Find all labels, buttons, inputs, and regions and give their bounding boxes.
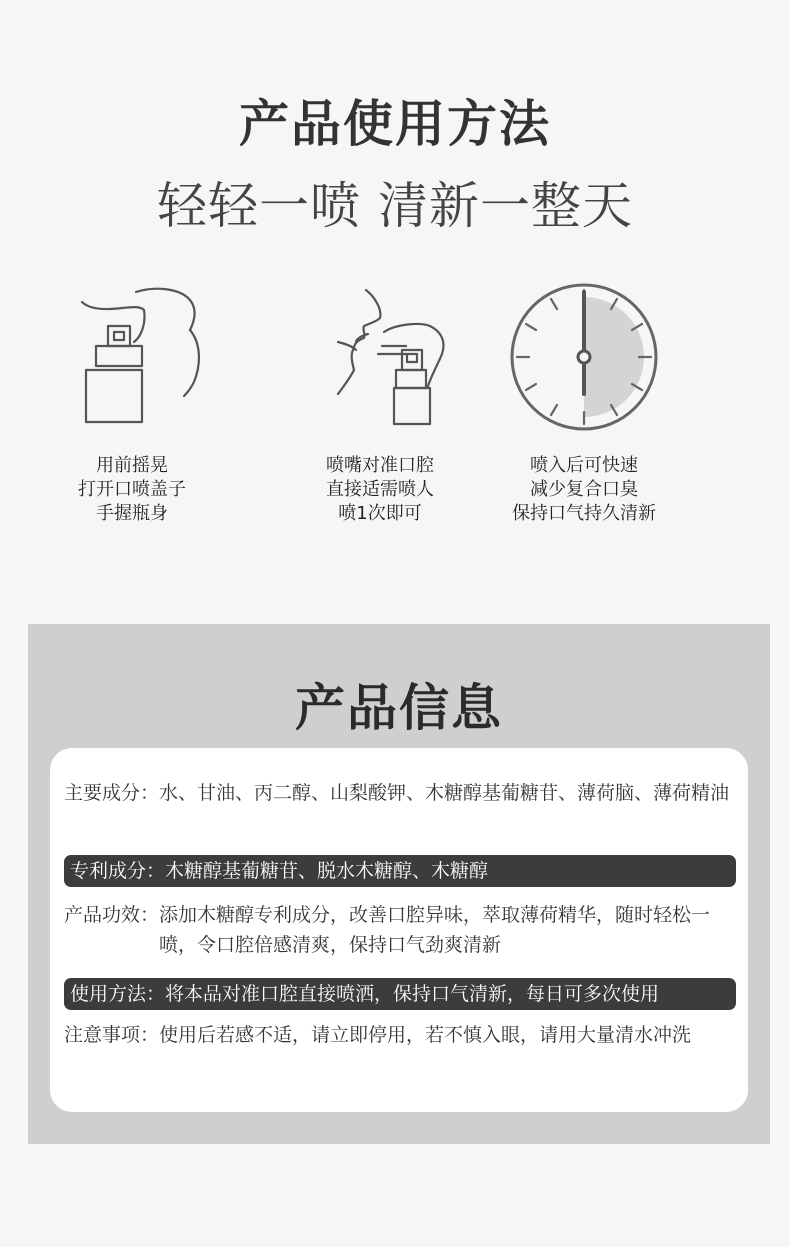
info-row-ingredients	[64, 778, 736, 808]
step-line: 喷入后可快速	[530, 455, 638, 476]
usage-steps	[0, 282, 790, 542]
step-spray	[280, 282, 480, 526]
info-label: 产品功效：	[64, 904, 160, 926]
step-line: 直接适需喷人	[326, 479, 434, 500]
info-label: 主要成分：	[64, 782, 160, 804]
step-line: 用前摇晃	[96, 455, 168, 476]
info-label: 使用方法：	[70, 983, 166, 1005]
info-value: 木糖醇基葡糖苷、脱水木糖醇、木糖醇	[165, 860, 489, 882]
info-value: 水、甘油、丙二醇、山梨酸钾、木糖醇基葡糖苷、薄荷脑、薄荷精油	[159, 782, 730, 804]
info-value: 将本品对准口腔直接喷洒，保持口气清新，每日可多次使用	[165, 983, 660, 1005]
step-line: 减少复合口臭	[530, 479, 638, 500]
step-line: 打开口喷盖子	[78, 479, 186, 500]
info-row-usage	[64, 978, 736, 1010]
step-line: 喷1次即可	[338, 503, 422, 524]
step-shake-text	[32, 454, 232, 526]
info-row-patent	[64, 855, 736, 887]
info-title: 产品信息	[295, 679, 503, 737]
step-fresh	[484, 282, 684, 526]
step-fresh-text	[484, 454, 684, 526]
info-value: 使用后若感不适，请立即停用，若不慎入眼，请用大量清水冲洗	[159, 1024, 692, 1046]
info-value: 添加木糖醇专利成分，改善口腔异味，萃取薄荷精华，随时轻松一喷，令口腔倍感清爽，保持口气劲爽清新	[159, 904, 711, 956]
clock-icon	[484, 282, 684, 432]
info-card	[50, 748, 748, 1112]
info-label: 专利成分：	[70, 860, 166, 882]
info-label: 注意事项：	[64, 1024, 160, 1046]
step-line: 喷嘴对准口腔	[326, 455, 434, 476]
usage-title: 产品使用方法	[239, 95, 551, 153]
usage-subtitle: 轻轻一喷 清新一整天	[157, 177, 633, 235]
info-row-efficacy	[64, 900, 736, 960]
step-line: 保持口气持久清新	[512, 503, 656, 524]
spray-bottle-hand-icon	[32, 282, 232, 428]
step-line: 手握瓶身	[96, 503, 168, 524]
step-shake	[32, 282, 232, 526]
product-info-panel	[28, 624, 770, 1144]
spray-mouth-icon	[280, 282, 480, 428]
info-row-caution	[64, 1020, 736, 1050]
step-spray-text	[280, 454, 480, 526]
